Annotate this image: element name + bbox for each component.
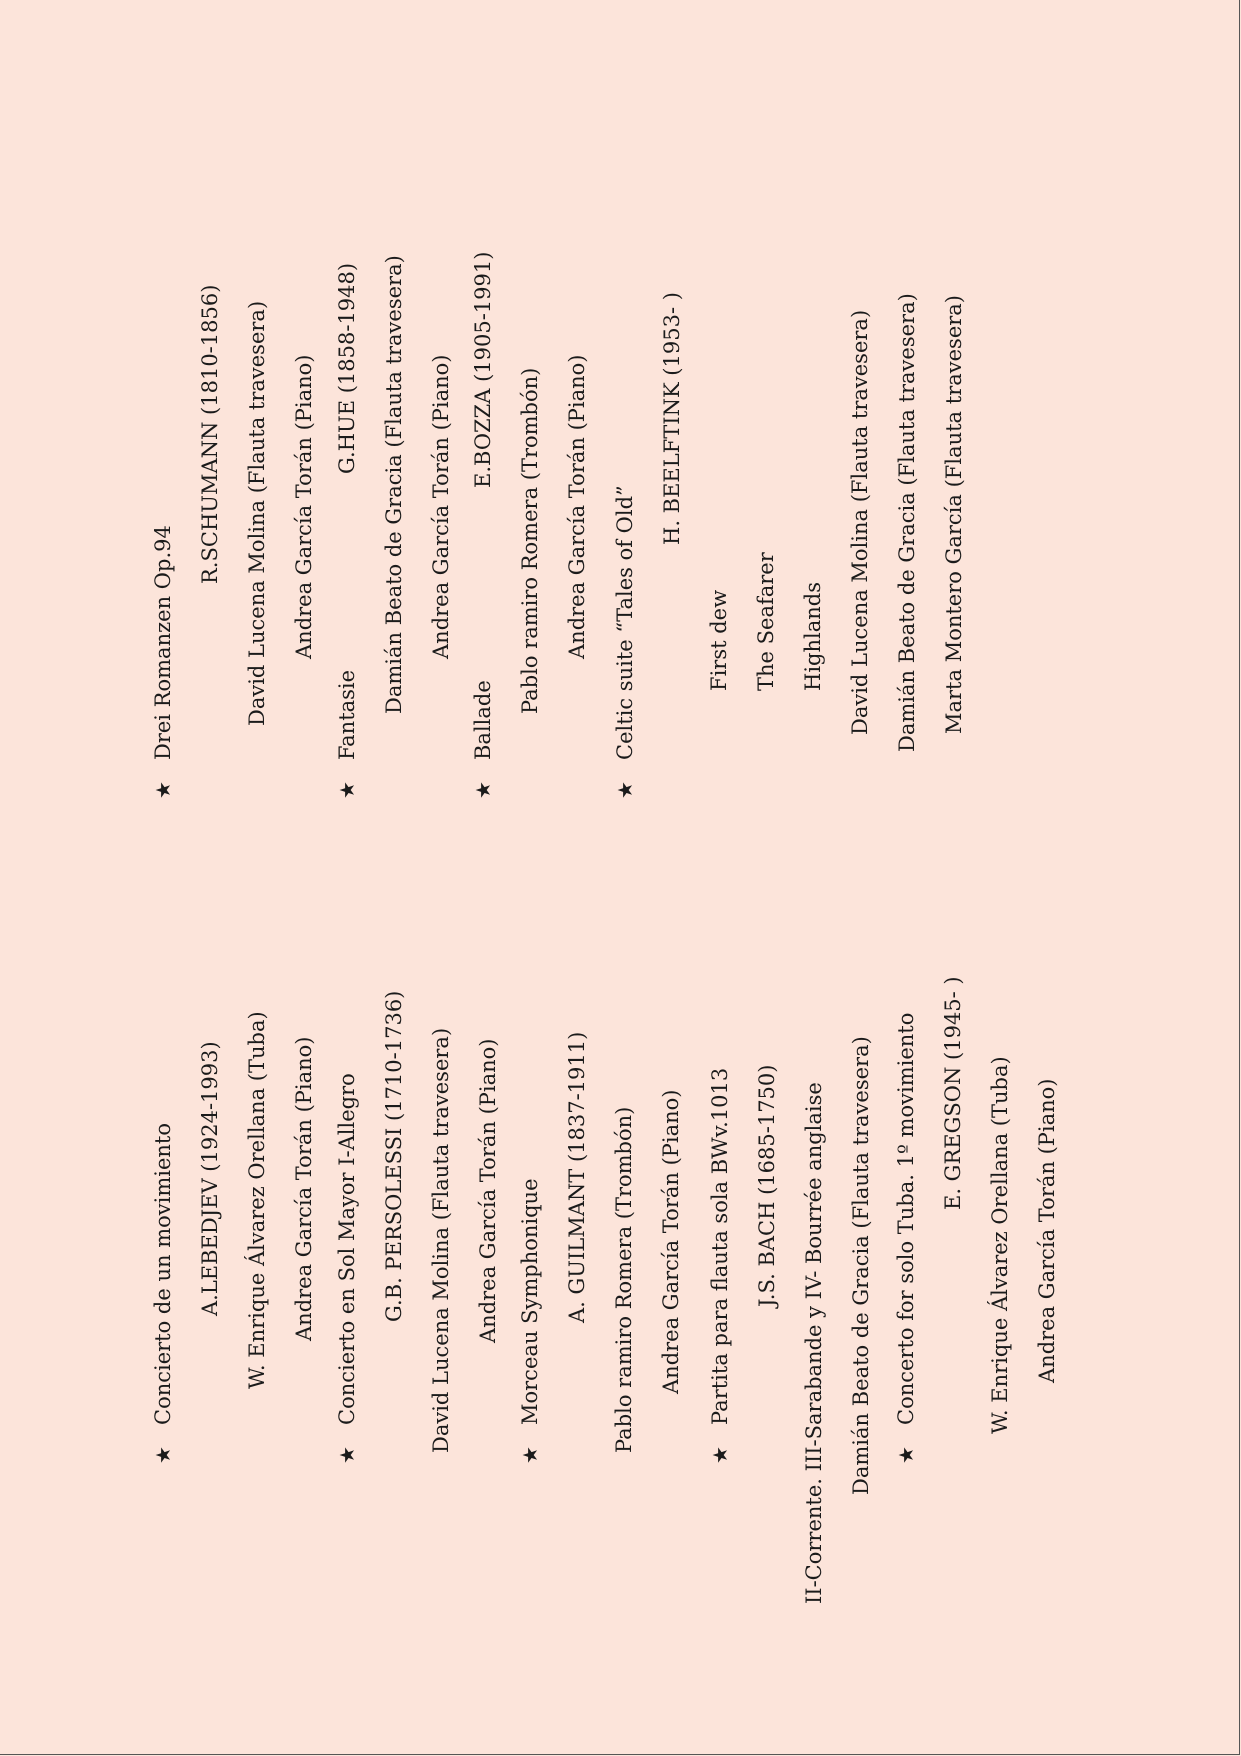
performer: Damián Beato de Gracia (Flauta travesera) [382,255,406,714]
performer: Damián Beato de Gracia (Flauta travesera) [895,293,919,752]
performer: Marta Montero García (Flauta travesera) [942,294,966,734]
performer: Andrea García Torán (Piano) [429,354,453,659]
bullet-star-icon: ★ [151,781,175,799]
bullet-star-icon: ★ [894,1446,918,1464]
bullet-star-icon: ★ [708,1446,732,1464]
piece-title: Ballade [471,680,495,760]
piece-title: Morceau Symphonique [518,1178,542,1425]
performer: Andrea García Torán (Piano) [476,1038,500,1343]
movement: Highlands [801,582,825,691]
composer: A. GUILMANT (1837-1911) [565,1031,589,1323]
composer: G.B. PERSOLESSI (1710-1736) [382,990,406,1322]
piece-title: Partita para flauta sola BWv.1013 [708,1067,732,1425]
movement: The Seafarer [754,552,778,691]
movements: II-Corrente. III-Sarabande y IV- Bourrée anglaise [802,1082,826,1604]
piece-title: Concierto en Sol Mayor I-Allegro [335,1073,359,1425]
performer: Pablo ramiro Romera (Trombón) [518,367,542,714]
performer: W. Enrique Álvarez Orellana (Tuba) [988,1056,1012,1434]
performer: Andrea García Torán (Piano) [565,354,589,659]
composer: E.BOZZA (1905-1991) [471,251,495,488]
performer: W. Enrique Álvarez Orellana (Tuba) [245,1011,269,1389]
bullet-star-icon: ★ [518,1446,542,1464]
performer: Andrea García Torán (Piano) [1035,1078,1059,1383]
composer: E. GREGSON (1945- ) [941,976,965,1210]
movement: First dew [707,589,731,691]
piece-title: Concerto for solo Tuba. 1º movimiento [894,1012,918,1425]
performer: Andrea García Torán (Piano) [292,1036,316,1341]
performer: David Lucena Molina (Flauta travesera) [429,1027,453,1453]
performer: Pablo ramiro Romera (Trombón) [612,1106,636,1453]
composer: J.S. BACH (1685-1750) [755,1064,779,1307]
piece-title: Concierto de un movimiento [151,1122,175,1425]
composer: A.LEBEDJEV (1924-1993) [198,1041,222,1316]
composer: G.HUE (1858-1948) [335,262,359,474]
performer: David Lucena Molina (Flauta travesera) [848,309,872,735]
bullet-star-icon: ★ [613,781,637,799]
bullet-star-icon: ★ [471,781,495,799]
performer: Andrea García Torán (Piano) [659,1089,683,1394]
composer: R.SCHUMANN (1810-1856) [198,284,222,584]
bullet-star-icon: ★ [335,781,359,799]
performer: Damián Beato de Gracia (Flauta travesera) [849,1036,873,1495]
performer: Andrea García Torán (Piano) [292,354,316,659]
piece-title: Celtic suite “Tales of Old” [613,485,637,760]
bullet-star-icon: ★ [335,1446,359,1464]
performer: David Lucena Molina (Flauta travesera) [245,300,269,726]
bullet-star-icon: ★ [151,1446,175,1464]
composer: H. BEELFTINK (1953- ) [660,292,684,545]
piece-title: Fantasie [335,669,359,760]
piece-title: Drei Romanzen Op.94 [151,525,175,760]
